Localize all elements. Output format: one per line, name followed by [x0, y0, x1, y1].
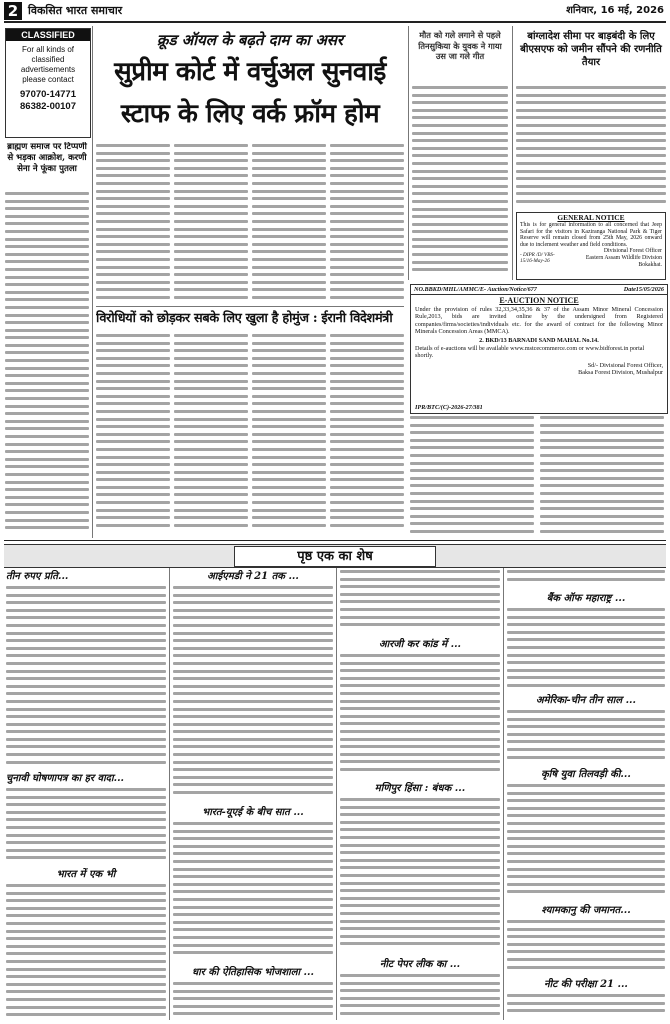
continued-title: तीन रुपए प्रति... — [6, 571, 69, 582]
auction-date: Date15/05/2026 — [623, 286, 664, 293]
general-notice-title: GENERAL NOTICE — [557, 213, 625, 222]
auction-item: 2. BKD/13 BARNADI SAND MAHAL No.14. — [479, 336, 599, 344]
notice-signer: Divisional Forest Officer — [603, 248, 662, 255]
classified-line: classified — [31, 55, 65, 64]
auction-details: Details of e-auctions will be available www.mstcecommerce.com or www.bidforest.in portal shortly. — [415, 345, 645, 360]
second-story-column-3 — [252, 334, 326, 536]
issue-date: शनिवार, 16 मई, 2026 — [566, 5, 664, 16]
lead-headline-line-1: सुप्रीम कोर्ट में वर्चुअल सुनवाई — [114, 57, 386, 87]
continued-title: अमेरिका-चीन तीन साल ... — [535, 695, 637, 706]
continued-body — [507, 784, 665, 902]
classified-phone-1: 97070-14771 — [20, 89, 76, 100]
second-story-column-1 — [96, 334, 170, 536]
auction-signer: Sd/- Divisional Forest Officer, — [587, 361, 663, 369]
right-story-body-2 — [540, 416, 664, 536]
auction-ref: NO.BBKD/MHL/AMMC/E- Auction/Notice/677 — [414, 286, 537, 293]
continued-title: भारत में एक भी — [56, 869, 116, 880]
continued-body — [507, 608, 665, 692]
general-notice-body: This is for general information to all concerned that Jeep Safari for the visitors in Kaziranga National Park & Tiger Reserve will remain closed from 25th May, 2026 onward due to inclement weather and field conditions. — [520, 222, 662, 248]
side-story-kicker: मौत को गले लगाने से पहले तिनसुकिया के युवक ने गाया उस जा गले गीत — [418, 30, 502, 61]
left-story-body — [5, 192, 89, 537]
continued-body — [340, 654, 500, 778]
continued-title: श्यामकानु की जमानत... — [541, 905, 631, 916]
classified-box — [5, 28, 91, 138]
auction-notice — [410, 284, 668, 414]
paper-name: विकसित भारत समाचार — [28, 4, 123, 17]
left-story-title: ब्राह्मण समाज पर टिप्पणी से भड़का आक्रोश, करणी सेना ने फूंका पुतला — [7, 142, 87, 174]
continued-title: चुनावी घोषणापत्र का हर वादा... — [6, 773, 125, 784]
continued-body — [507, 710, 665, 766]
lead-story-column-1 — [96, 144, 170, 304]
classified-line: please contact — [22, 75, 74, 84]
lead-story-column-4 — [330, 144, 404, 304]
ipr-ref: IPR/BTC/(C)-2026-27/381 — [415, 403, 483, 411]
continued-title: कृषि युवा तिलवड़ी की... — [541, 769, 631, 780]
classified-line: For all kinds of — [21, 45, 75, 54]
second-story-column-4 — [330, 334, 404, 536]
continued-title: धार की ऐतिहासिक भोजशाला ... — [191, 967, 315, 978]
bsf-story-body — [516, 86, 666, 210]
lead-story-column-3 — [252, 144, 326, 304]
continued-title: मणिपुर हिंसा : बंधक ... — [374, 783, 466, 794]
continued-body — [173, 982, 333, 1020]
classified-text — [6, 45, 90, 85]
classified-line: advertisements — [20, 65, 76, 74]
second-headline: विरोधियों को छोड़कर सबके लिए खुला है होमुंज : ईरानी विदेशमंत्री — [96, 311, 393, 326]
continued-title: बैंक ऑफ महाराष्ट्र ... — [546, 593, 626, 604]
lead-story-column-2 — [174, 144, 248, 304]
continued-title: नीट की परीक्षा 21 ... — [544, 979, 628, 990]
notice-place: Bokakhat. — [638, 261, 662, 268]
notice-office: Eastern Assam Wildlife Division — [585, 254, 662, 261]
classified-phone-2: 86382-00107 — [20, 101, 76, 112]
continued-title: नीट पेपर लीक का ... — [379, 959, 461, 970]
continued-banner — [4, 544, 666, 568]
auction-body: Under the provision of rules 32,33,34,35,36 & 37 of the Assam Minor Mineral Concession Rule,2013, bids are invited online by the undersigned from Registered companies/firms/societies/individuals etc. for the award of contract for the following Minor Minerals Concession Areas (MMCA). — [415, 306, 663, 336]
auction-office: Baksa Forest Division, Mushalpur — [578, 369, 663, 377]
continued-body — [507, 994, 665, 1020]
continued-banner-title: पृष्ठ एक का शेष — [234, 546, 436, 567]
dipr-ref: - DIPR /D/ VBS-15/16-May-26 — [520, 252, 555, 265]
lead-headline-line-2: स्टाफ के लिए वर्क फ्रॉम होम — [120, 99, 380, 129]
continued-body — [6, 788, 166, 868]
continued-body — [173, 586, 333, 802]
continued-body — [340, 570, 500, 636]
right-story-body — [410, 416, 534, 536]
lead-kicker: क्रूड ऑयल के बढ़ते दाम का असर — [156, 31, 344, 49]
general-notice — [516, 212, 666, 280]
classified-label: CLASSIFIED — [6, 29, 90, 41]
auction-title: E-AUCTION NOTICE — [499, 296, 579, 305]
continued-title: आरजी कर कांड में ... — [378, 639, 462, 650]
continued-title: भारत-यूएई के बीच सात ... — [202, 807, 304, 818]
continued-body — [173, 822, 333, 964]
page-number: 2 — [4, 2, 22, 20]
continued-body — [340, 974, 500, 1020]
continued-body — [340, 798, 500, 956]
bsf-story-title: बांग्लादेश सीमा पर बाड़बंदी के लिए बीएसएफ को जमीन सौंपने की रणनीति तैयार — [520, 31, 662, 68]
continued-body — [507, 570, 665, 590]
masthead — [4, 2, 666, 20]
continued-body — [507, 920, 665, 976]
side-story-body — [412, 86, 508, 278]
continued-title: आईएमडी ने 21 तक ... — [207, 571, 299, 582]
second-story-column-2 — [174, 334, 248, 536]
continued-body — [6, 884, 166, 1020]
continued-body — [6, 586, 166, 770]
